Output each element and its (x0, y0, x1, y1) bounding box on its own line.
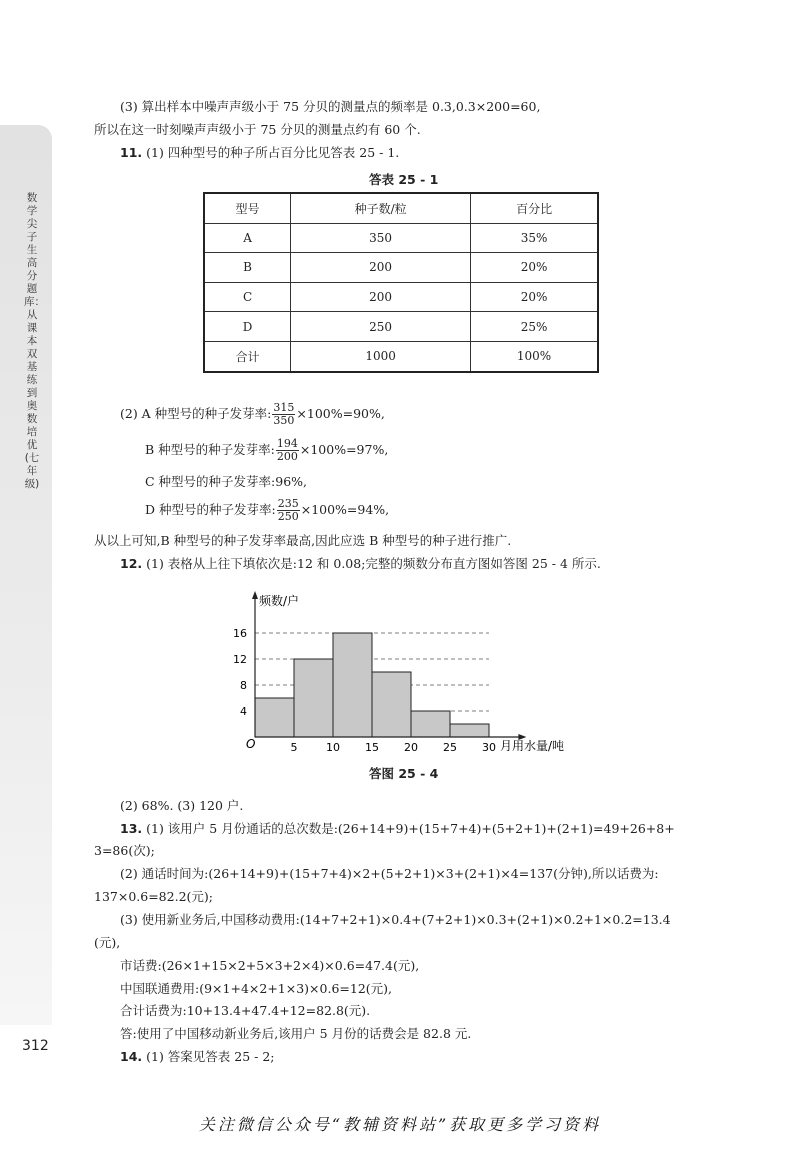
table-cell: 250 (291, 312, 471, 342)
answer-line: (3) 算出样本中噪声声级小于 75 分贝的测量点的频率是 0.3,0.3×200=60, (120, 99, 541, 114)
table-header-row (204, 193, 598, 223)
answer-text: (2) A 种型号的种子发芽率: (120, 406, 272, 421)
table-row (204, 253, 598, 283)
question-11 (120, 145, 399, 161)
answer-line: 合计话费为:10+13.4+47.4+12=82.8(元). (120, 1003, 371, 1018)
answer-line: 137×0.6=82.2(元); (94, 889, 213, 904)
question-12 (120, 556, 601, 572)
x-tick-label: 10 (326, 741, 340, 754)
table-row (204, 223, 598, 253)
histogram-bar (450, 724, 489, 737)
answer-line: (2) 68%. (3) 120 户. (120, 798, 244, 813)
numerator: 235 (277, 497, 299, 510)
table-cell: C (204, 282, 291, 312)
numerator: 315 (273, 401, 295, 414)
germination-b (145, 438, 388, 463)
y-axis-arrow (252, 591, 258, 599)
answer-line: (元), (94, 935, 121, 950)
answer-text: ×100%=97%, (299, 442, 389, 457)
germination-a (120, 402, 385, 427)
histogram-bar (333, 633, 372, 737)
answer-line: 所以在这一时刻噪声声级小于 75 分贝的测量点约有 60 个. (94, 122, 421, 137)
answer-text: ×100%=90%, (296, 406, 385, 421)
table-cell: 350 (291, 223, 471, 253)
answer-line: 中国联通费用:(9×1+4×2+1×3)×0.6=12(元), (120, 981, 393, 996)
germination-d (145, 498, 389, 523)
footer-watermark: 关注微信公众号“教辅资料站”获取更多学习资料 (198, 1115, 602, 1134)
x-axis-label: 月用水量/吨 (500, 739, 565, 753)
x-tick-label: 30 (482, 741, 496, 754)
answer-line: 从以上可知,B 种型号的种子发芽率最高,因此应选 B 种型号的种子进行推广. (94, 533, 512, 548)
question-14 (120, 1049, 275, 1065)
table-row (204, 282, 598, 312)
table-header-cell: 型号 (204, 193, 291, 223)
y-axis-label: 频数/户 (259, 594, 300, 608)
table-cell: 25% (471, 312, 598, 342)
table-cell: 200 (291, 253, 471, 283)
fraction (272, 402, 295, 427)
y-tick-label: 12 (233, 653, 247, 666)
table-cell: D (204, 312, 291, 342)
table-header-cell: 种子数/粒 (291, 193, 471, 223)
table-cell: 20% (471, 282, 598, 312)
question-number: 11. (120, 145, 143, 160)
germination-c: C 种型号的种子发芽率:96%, (145, 474, 308, 489)
x-tick-label: 25 (443, 741, 457, 754)
table-row (204, 312, 598, 342)
histogram-bar (372, 672, 411, 737)
table-cell: B (204, 253, 291, 283)
fraction (276, 438, 299, 463)
denominator: 200 (276, 450, 298, 463)
denominator: 250 (277, 510, 299, 523)
chart-title: 答图 25 - 4 (369, 766, 439, 781)
answer-line: (3) 使用新业务后,中国移动费用:(14+7+2+1)×0.4+(7+2+1)×0.3+(2+1)×0.2+1×0.2=13.4 (120, 912, 671, 927)
table-cell: 200 (291, 282, 471, 312)
table-cell: 100% (471, 341, 598, 371)
x-tick-label: 5 (290, 741, 298, 754)
denominator: 350 (273, 414, 295, 427)
x-tick-label: 20 (404, 741, 418, 754)
table-cell: 合计 (204, 341, 291, 371)
y-tick-label: 4 (240, 705, 247, 718)
answer-text: ×100%=94%, (300, 502, 390, 517)
question-13 (120, 821, 675, 837)
data-table (203, 192, 599, 373)
answer-text: B 种型号的种子发芽率: (145, 442, 275, 457)
answer-text: D 种型号的种子发芽率: (145, 502, 276, 517)
histogram-bar (294, 659, 333, 737)
answer-text: (1) 该用户 5 月份通话的总次数是:(26+14+9)+(15+7+4)+(5+2+1)+(2+1)=49+26+8+ (142, 821, 675, 836)
table-cell: 1000 (291, 341, 471, 371)
answer-line: 3=86(次); (94, 843, 155, 858)
numerator: 194 (276, 437, 298, 450)
question-number: 12. (120, 556, 143, 571)
answer-line: 市话费:(26×1+15×2+5×3+2×4)×0.6=47.4(元), (120, 958, 420, 973)
x-tick-label: 15 (365, 741, 379, 754)
table-header-cell: 百分比 (471, 193, 598, 223)
page-number: 312 (22, 1038, 49, 1054)
origin-label: O (246, 737, 256, 751)
answer-text: (1) 答案见答表 25 - 2; (142, 1049, 275, 1064)
y-tick-label: 8 (240, 679, 247, 692)
book-title: 数学尖子生高分题库：从课本双基练到奥数培优(七年级) (24, 192, 45, 490)
answer-line: (2) 通话时间为:(26+14+9)+(15+7+4)×2+(5+2+1)×3+(2+1)×4=137(分钟),所以话费为: (120, 866, 659, 881)
y-tick-label: 16 (233, 627, 247, 640)
question-number: 13. (120, 821, 143, 836)
histogram-bar (255, 698, 294, 737)
question-number: 14. (120, 1049, 143, 1064)
table-cell: A (204, 223, 291, 253)
histogram-bar (411, 711, 450, 737)
table-cell: 35% (471, 223, 598, 253)
histogram-chart (225, 585, 575, 785)
answer-text: (1) 表格从上往下填依次是:12 和 0.08;完整的频数分布直方图如答图 25 - 4 所示. (142, 556, 601, 571)
fraction (277, 498, 300, 523)
table-row (204, 341, 598, 371)
table-cell: 20% (471, 253, 598, 283)
table-caption: 答表 25 - 1 (369, 172, 439, 187)
answer-text: (1) 四种型号的种子所占百分比见答表 25 - 1. (142, 145, 400, 160)
answer-line: 答:使用了中国移动新业务后,该用户 5 月份的话费会是 82.8 元. (120, 1026, 472, 1041)
